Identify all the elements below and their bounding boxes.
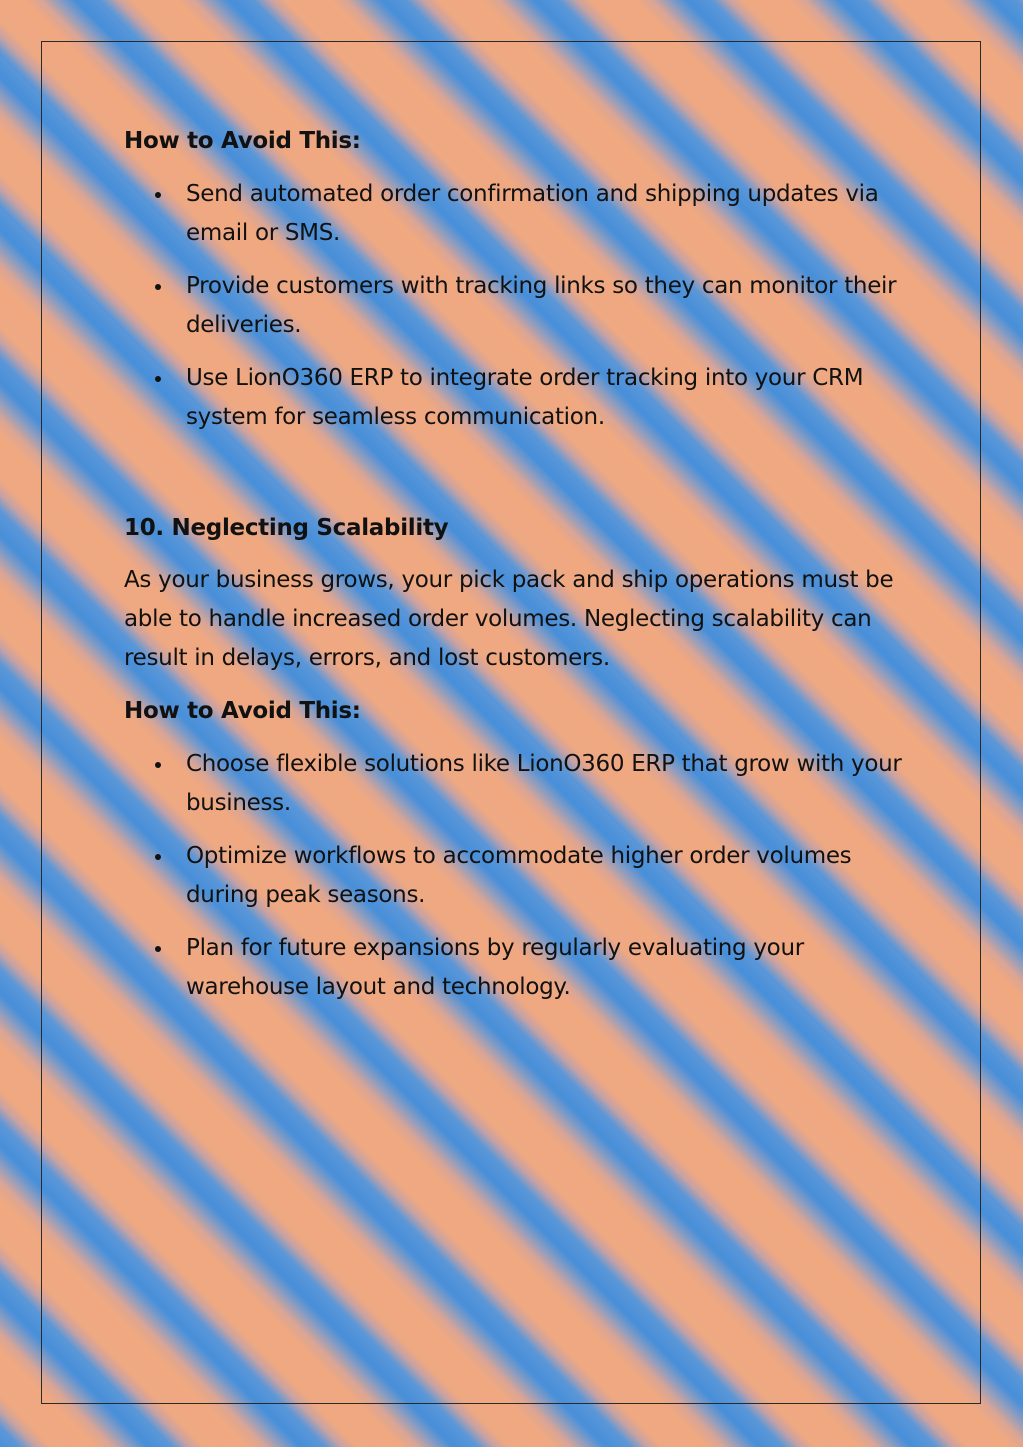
list-item: [124, 359, 904, 437]
list-item-text: Plan for future expansions by regularly evaluating your warehouse layout and technology.: [186, 935, 804, 1000]
bullet-dot-icon: [155, 192, 161, 198]
list-item-text: Choose flexible solutions like LionO360 ERP that grow with your business.: [186, 751, 902, 816]
list-item: [124, 175, 904, 253]
list-item: [124, 929, 904, 1007]
section-heading-how-to-avoid: How to Avoid This:: [124, 698, 361, 724]
list-item: [124, 837, 904, 915]
list-item-text: Send automated order confirmation and shipping updates via email or SMS.: [186, 181, 879, 246]
bullet-dot-icon: [155, 762, 161, 768]
section-title: 10. Neglecting Scalability: [124, 515, 449, 541]
section-paragraph: As your business grows, your pick pack and ship operations must be able to handle increased order volumes. Neglecting scalability can result in delays, errors, and lost customers.: [124, 567, 894, 671]
list-item: [124, 267, 904, 345]
bullet-dot-icon: [155, 376, 161, 382]
list-item: [124, 745, 904, 823]
document-body: [124, 122, 904, 1007]
list-item-text: Optimize workflows to accommodate higher order volumes during peak seasons.: [186, 843, 852, 908]
bullet-dot-icon: [155, 946, 161, 952]
bullet-dot-icon: [155, 854, 161, 860]
list-item-text: Provide customers with tracking links so they can monitor their deliveries.: [186, 273, 897, 338]
bullet-dot-icon: [155, 284, 161, 290]
list-item-text: Use LionO360 ERP to integrate order tracking into your CRM system for seamless communication.: [186, 365, 864, 430]
section-heading-how-to-avoid: How to Avoid This:: [124, 128, 361, 154]
bullet-list-communication: [124, 175, 904, 437]
bullet-list-scalability: [124, 745, 904, 1007]
